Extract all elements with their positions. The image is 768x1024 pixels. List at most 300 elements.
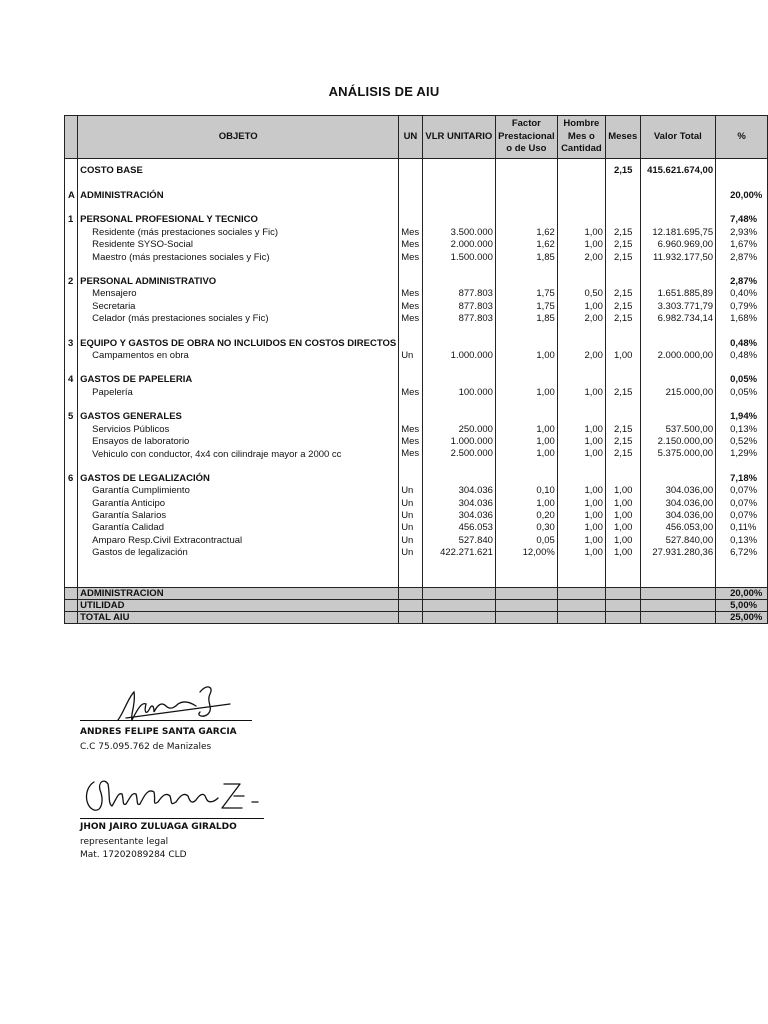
row-un: Mes (399, 448, 423, 460)
row-valor-total (640, 599, 716, 611)
row-un (399, 177, 423, 190)
row-pct: 2,93% (716, 227, 768, 239)
row-meses (605, 264, 640, 276)
row-factor: 0,20 (495, 510, 557, 522)
row-valor-total (640, 411, 716, 423)
header-factor-line: Prestacional (498, 130, 555, 142)
row-factor (495, 177, 557, 190)
item-row (65, 547, 768, 559)
row-valor-total (640, 202, 716, 214)
row-valor-total: 27.931.280,36 (640, 547, 716, 559)
row-pct (716, 165, 768, 177)
item-row (65, 313, 768, 325)
row-factor (495, 411, 557, 423)
row-index: 2 (65, 276, 78, 288)
row-vlr-unitario (422, 374, 495, 386)
row-factor (495, 587, 557, 599)
row-hombre: 0,50 (557, 288, 605, 300)
row-hombre (557, 461, 605, 473)
row-pct: 0,13% (716, 424, 768, 436)
row-vlr-unitario: 304.036 (422, 498, 495, 510)
header-hombre (557, 116, 605, 159)
row-hombre: 2,00 (557, 313, 605, 325)
row-vlr-unitario (422, 362, 495, 374)
row-factor (495, 264, 557, 276)
row-vlr-unitario (422, 473, 495, 485)
row-pct: 6,72% (716, 547, 768, 559)
item-row (65, 288, 768, 300)
row-meses: 2,15 (605, 313, 640, 325)
row-index (65, 448, 78, 460)
row-objeto (78, 362, 399, 374)
row-objeto: Campamentos en obra (92, 349, 189, 361)
row-pct: 1,94% (716, 411, 768, 423)
signature-1-name: ANDRES FELIPE SANTA GARCIA (80, 727, 237, 737)
row-valor-total: 215.000,00 (640, 387, 716, 399)
row-un (399, 264, 423, 276)
item-row (65, 301, 768, 313)
row-un (399, 374, 423, 386)
row-factor (495, 276, 557, 288)
signature-2-block (80, 822, 237, 860)
row-factor: 1,62 (495, 239, 557, 251)
row-valor-total (640, 326, 716, 338)
row-objeto: Gastos de legalización (92, 547, 188, 559)
row-pct: 1,68% (716, 313, 768, 325)
row-factor (495, 338, 557, 350)
row-un: Un (399, 498, 423, 510)
row-objeto: GASTOS DE PAPELERIA (80, 374, 193, 386)
row-un (399, 587, 423, 599)
row-factor (495, 612, 557, 624)
item-row (65, 485, 768, 497)
row-factor (495, 461, 557, 473)
row-pct: 0,48% (716, 350, 768, 362)
row-objeto: GASTOS GENERALES (80, 411, 182, 423)
row-meses (605, 202, 640, 214)
row-meses: 2,15 (605, 165, 640, 177)
row-objeto: Maestro (más prestaciones sociales y Fic) (92, 251, 270, 263)
row-un (399, 612, 423, 624)
row-pct (716, 461, 768, 473)
row-un: Un (399, 485, 423, 497)
row-pct (716, 202, 768, 214)
row-vlr-unitario (422, 190, 495, 202)
row-objeto: Garantía Salarios (92, 510, 167, 522)
row-meses (605, 612, 640, 624)
row-meses: 1,00 (605, 510, 640, 522)
row-valor-total: 415.621.674,00 (640, 165, 716, 177)
row-factor: 1,85 (495, 252, 557, 264)
row-factor: 1,00 (495, 448, 557, 460)
row-index: 5 (65, 411, 78, 423)
administracion-row (65, 190, 768, 202)
row-hombre (557, 190, 605, 202)
row-hombre: 1,00 (557, 535, 605, 547)
row-meses (605, 473, 640, 485)
row-valor-total (640, 264, 716, 276)
row-vlr-unitario (422, 177, 495, 190)
row-un: Mes (399, 424, 423, 436)
row-pct: 0,40% (716, 288, 768, 300)
row-hombre: 1,00 (557, 436, 605, 448)
row-objeto: Mensajero (92, 288, 137, 300)
row-un (399, 214, 423, 226)
row-un: Mes (399, 239, 423, 251)
row-un (399, 411, 423, 423)
row-vlr-unitario: 250.000 (422, 424, 495, 436)
row-un: Mes (399, 288, 423, 300)
item-row (65, 436, 768, 448)
signature-2-name: JHON JAIRO ZULUAGA GIRALDO (80, 822, 237, 832)
header-factor (495, 116, 557, 159)
row-hombre: 1,00 (557, 301, 605, 313)
row-objeto (78, 560, 399, 588)
row-index: A (65, 190, 78, 202)
row-factor: 0,30 (495, 522, 557, 534)
row-vlr-unitario (422, 326, 495, 338)
row-valor-total: 11.932.177,50 (640, 252, 716, 264)
row-vlr-unitario: 1.000.000 (422, 350, 495, 362)
header-hombre-line: Cantidad (561, 143, 602, 154)
item-row (65, 535, 768, 547)
item-row (65, 498, 768, 510)
row-vlr-unitario (422, 264, 495, 276)
section-header-row (65, 411, 768, 423)
spacer-row (65, 177, 768, 190)
header-objeto: OBJETO (78, 116, 399, 159)
row-meses (605, 276, 640, 288)
row-hombre: 1,00 (557, 239, 605, 251)
row-un (399, 461, 423, 473)
row-vlr-unitario: 877.803 (422, 288, 495, 300)
row-vlr-unitario (422, 338, 495, 350)
row-meses: 2,15 (605, 448, 640, 460)
row-vlr-unitario (422, 599, 495, 611)
row-objeto (78, 177, 399, 190)
row-index (65, 436, 78, 448)
row-pct: 20,00% (716, 190, 768, 202)
spacer-row (65, 399, 768, 411)
row-objeto: GASTOS DE LEGALIZACIÓN (80, 472, 210, 484)
row-valor-total (640, 587, 716, 599)
row-meses (605, 326, 640, 338)
row-index (65, 264, 78, 276)
row-vlr-unitario (422, 587, 495, 599)
row-un: Un (399, 547, 423, 559)
row-vlr-unitario (422, 612, 495, 624)
row-pct: 0,07% (716, 510, 768, 522)
row-un (399, 599, 423, 611)
row-index (65, 387, 78, 399)
row-objeto: UTILIDAD (78, 599, 399, 611)
row-hombre (557, 399, 605, 411)
header-un: UN (399, 116, 423, 159)
row-index: 4 (65, 374, 78, 386)
row-valor-total (640, 177, 716, 190)
table-body (65, 158, 768, 624)
spacer-row (65, 461, 768, 473)
row-pct: 0,79% (716, 301, 768, 313)
row-factor (495, 165, 557, 177)
row-index (65, 612, 78, 624)
signature-2-role: representante legal (80, 837, 169, 847)
row-vlr-unitario: 422.271.621 (422, 547, 495, 559)
row-un (399, 190, 423, 202)
row-objeto: PERSONAL ADMINISTRATIVO (80, 275, 217, 287)
header-hombre-line: Hombre (563, 118, 600, 129)
row-vlr-unitario: 3.500.000 (422, 227, 495, 239)
row-index (65, 288, 78, 300)
spacer-row (65, 362, 768, 374)
row-objeto: EQUIPO Y GASTOS DE OBRA NO INCLUIDOS EN COSTOS DIRECTOS (80, 337, 397, 349)
item-row (65, 239, 768, 251)
row-objeto: TOTAL AIU (78, 612, 399, 624)
row-valor-total (640, 338, 716, 350)
row-index (65, 599, 78, 611)
row-meses (605, 214, 640, 226)
row-index: 3 (65, 338, 78, 350)
row-pct: 0,05% (716, 374, 768, 386)
row-factor (495, 560, 557, 588)
signature-1-graphic (110, 682, 240, 724)
row-objeto: PERSONAL PROFESIONAL Y TECNICO (80, 214, 258, 226)
row-hombre: 1,00 (557, 227, 605, 239)
row-meses: 2,15 (605, 301, 640, 313)
row-objeto (78, 326, 399, 338)
row-meses (605, 190, 640, 202)
row-index (65, 326, 78, 338)
row-pct (716, 560, 768, 588)
row-pct: 0,07% (716, 485, 768, 497)
row-valor-total: 537.500,00 (640, 424, 716, 436)
row-meses: 2,15 (605, 288, 640, 300)
row-objeto: Ensayos de laboratorio (92, 436, 190, 447)
row-objeto: COSTO BASE (80, 164, 143, 176)
row-meses (605, 399, 640, 411)
row-objeto: Papelería (92, 386, 133, 398)
row-pct: 0,07% (716, 498, 768, 510)
row-pct: 0,13% (716, 535, 768, 547)
row-hombre: 1,00 (557, 387, 605, 399)
row-hombre: 1,00 (557, 510, 605, 522)
row-hombre (557, 612, 605, 624)
row-index (65, 165, 78, 177)
row-meses (605, 374, 640, 386)
row-hombre (557, 374, 605, 386)
signature-1-id: C.C 75.095.762 de Manizales (80, 742, 212, 752)
row-factor (495, 399, 557, 411)
row-index (65, 177, 78, 190)
row-factor: 1,00 (495, 436, 557, 448)
row-pct: 7,18% (716, 473, 768, 485)
row-valor-total (640, 374, 716, 386)
row-hombre: 1,00 (557, 448, 605, 460)
signature-2-graphic (82, 770, 267, 818)
row-valor-total (640, 362, 716, 374)
row-meses: 1,00 (605, 498, 640, 510)
costo-base-row (65, 165, 768, 177)
header-factor-line: Factor (511, 118, 541, 129)
row-meses: 1,00 (605, 547, 640, 559)
row-valor-total (640, 612, 716, 624)
section-header-row (65, 374, 768, 386)
row-meses (605, 560, 640, 588)
row-factor: 0,05 (495, 535, 557, 547)
row-factor (495, 202, 557, 214)
item-row (65, 350, 768, 362)
row-un: Mes (399, 227, 423, 239)
row-factor: 1,75 (495, 301, 557, 313)
header-meses: Meses (605, 116, 640, 159)
row-valor-total: 456.053,00 (640, 522, 716, 534)
row-pct: 2,87% (716, 276, 768, 288)
row-index (65, 424, 78, 436)
row-hombre (557, 473, 605, 485)
row-factor (495, 362, 557, 374)
row-objeto: Celador (más prestaciones sociales y Fic) (92, 313, 269, 325)
row-valor-total (640, 473, 716, 485)
row-factor: 12,00% (495, 547, 557, 559)
row-valor-total (640, 399, 716, 411)
row-vlr-unitario (422, 411, 495, 423)
table-header-row (65, 116, 768, 159)
row-hombre (557, 587, 605, 599)
row-factor (495, 599, 557, 611)
row-meses: 2,15 (605, 387, 640, 399)
row-valor-total: 1.651.885,89 (640, 288, 716, 300)
row-objeto: Residente SYSO-Social (92, 239, 194, 251)
header-vlr-unitario: VLR UNITARIO (422, 116, 495, 159)
signature-1-block (80, 727, 237, 752)
row-pct: 7,48% (716, 214, 768, 226)
row-vlr-unitario: 2.500.000 (422, 448, 495, 460)
row-meses: 2,15 (605, 227, 640, 239)
section-header-row (65, 214, 768, 226)
row-un: Un (399, 522, 423, 534)
row-un (399, 399, 423, 411)
row-valor-total: 5.375.000,00 (640, 448, 716, 460)
row-valor-total: 3.303.771,79 (640, 301, 716, 313)
row-meses: 2,15 (605, 252, 640, 264)
row-meses: 1,00 (605, 485, 640, 497)
row-objeto (78, 399, 399, 411)
row-hombre (557, 338, 605, 350)
row-pct (716, 177, 768, 190)
aiu-table (64, 115, 768, 624)
row-valor-total: 6.960.969,00 (640, 239, 716, 251)
row-meses: 2,15 (605, 436, 640, 448)
item-row (65, 227, 768, 239)
row-factor: 1,85 (495, 313, 557, 325)
spacer-row (65, 264, 768, 276)
row-un (399, 338, 423, 350)
row-index: 6 (65, 473, 78, 485)
row-hombre (557, 411, 605, 423)
row-hombre: 2,00 (557, 252, 605, 264)
row-index (65, 485, 78, 497)
row-objeto: Garantía Cumplimiento (92, 485, 190, 497)
row-vlr-unitario (422, 214, 495, 226)
row-un (399, 560, 423, 588)
header-hombre-line: Mes o (567, 130, 595, 142)
row-objeto: Garantía Calidad (92, 522, 164, 534)
row-factor (495, 214, 557, 226)
row-vlr-unitario (422, 461, 495, 473)
header-valor-total: Valor Total (640, 116, 716, 159)
item-row (65, 387, 768, 399)
row-meses: 2,15 (605, 239, 640, 251)
row-valor-total: 527.840,00 (640, 535, 716, 547)
row-valor-total: 304.036,00 (640, 485, 716, 497)
document-title: ANÁLISIS DE AIU (328, 84, 440, 99)
row-index (65, 399, 78, 411)
row-vlr-unitario (422, 560, 495, 588)
row-index (65, 461, 78, 473)
row-vlr-unitario (422, 276, 495, 288)
item-row (65, 448, 768, 460)
row-objeto: Garantía Anticipo (92, 497, 166, 509)
row-factor: 1,00 (495, 424, 557, 436)
row-meses (605, 411, 640, 423)
row-un: Mes (399, 301, 423, 313)
row-meses: 1,00 (605, 535, 640, 547)
total-row (65, 587, 768, 599)
row-index (65, 587, 78, 599)
row-factor (495, 374, 557, 386)
row-pct: 0,05% (716, 387, 768, 399)
row-objeto: Vehiculo con conductor, 4x4 con cilindraje mayor a 2000 cc (92, 448, 342, 460)
row-objeto (78, 264, 399, 276)
row-un (399, 202, 423, 214)
row-hombre (557, 177, 605, 190)
row-pct (716, 326, 768, 338)
row-hombre: 2,00 (557, 350, 605, 362)
row-vlr-unitario (422, 165, 495, 177)
row-objeto: Secretaria (92, 300, 136, 312)
row-index (65, 535, 78, 547)
row-pct: 1,29% (716, 448, 768, 460)
row-objeto: ADMINISTRACIÓN (80, 189, 164, 201)
row-pct (716, 362, 768, 374)
row-index (65, 362, 78, 374)
row-un: Un (399, 535, 423, 547)
row-meses (605, 177, 640, 190)
signature-2-line (80, 818, 264, 819)
row-pct: 0,11% (716, 522, 768, 534)
row-vlr-unitario: 877.803 (422, 301, 495, 313)
row-hombre: 1,00 (557, 485, 605, 497)
row-vlr-unitario: 1.000.000 (422, 436, 495, 448)
item-row (65, 522, 768, 534)
row-objeto: Amparo Resp.Civil Extracontractual (92, 534, 243, 546)
row-hombre: 1,00 (557, 547, 605, 559)
row-factor: 1,00 (495, 387, 557, 399)
row-un: Mes (399, 252, 423, 264)
row-hombre (557, 362, 605, 374)
row-objeto: ADMINISTRACION (78, 587, 399, 599)
row-meses: 1,00 (605, 522, 640, 534)
row-un (399, 165, 423, 177)
row-objeto: Residente (más prestaciones sociales y Fic) (92, 226, 279, 238)
row-valor-total (640, 461, 716, 473)
row-vlr-unitario: 527.840 (422, 535, 495, 547)
row-factor: 1,00 (495, 498, 557, 510)
row-index (65, 202, 78, 214)
row-meses: 1,00 (605, 350, 640, 362)
row-vlr-unitario: 877.803 (422, 313, 495, 325)
total-row (65, 612, 768, 624)
